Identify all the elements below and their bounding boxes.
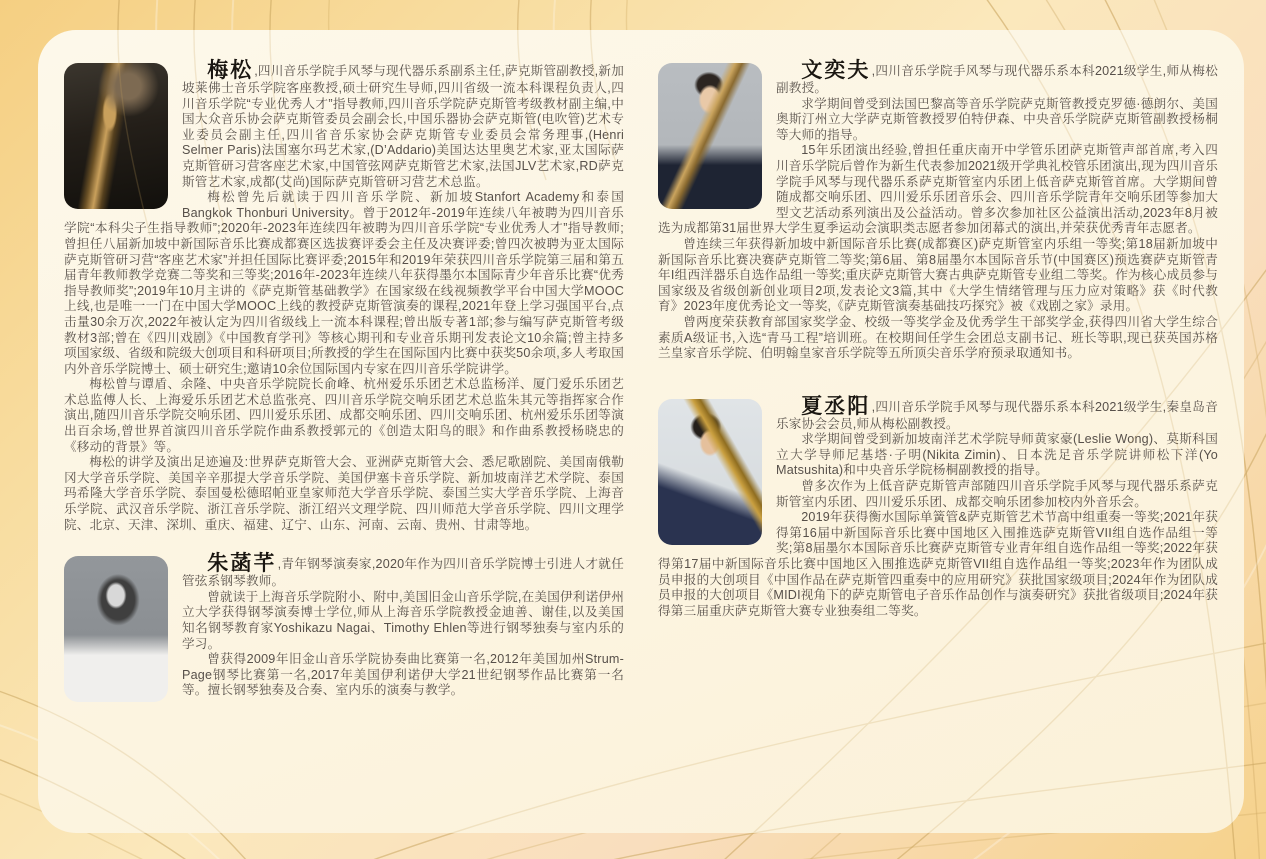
right-column (658, 60, 1218, 817)
bio-paragraph: 曾就读于上海音乐学院附小、附中,美国旧金山音乐学院,在美国伊利诺伊州立大学获得钢琴演奏博士学位,师从上海音乐学院教授金迪善、谢佳,以及美国知名钢琴教育家Yoshikazu Nagai、Timothy Ehlen等进行钢琴独奏与室内乐的学习。 (182, 589, 624, 651)
bio-wen-yifu (658, 60, 1218, 362)
person-intro-text: ,四川音乐学院手风琴与现代器乐系副系主任,萨克斯管副教授,新加坡莱佛士音乐学院客座教授,硕士研究生导师,四川省级一流本科课程负责人,四川音乐学院“专业优秀人才”指导教师,四川音乐学院萨克斯管考级教材副主编,中国大众音乐协会萨克斯管委员会副会长,中国乐器协会萨克斯管(电吹管)艺术专业委员会副主任,四川省音乐家协会萨克斯管专业委员会常务理事,(Henri Selmer Paris)法国塞尔玛艺术家,(D’Addario)美国达达里奥艺术家,亚太国际萨克斯管研习营客座艺术家,中国管弦网萨克斯管艺术家,法国JLV艺术家,RD萨克斯管艺术家,成都(艾尚)国际萨克斯管研习营艺术总监。 (182, 64, 624, 189)
bio-xia-chengyang (658, 396, 1218, 620)
mei-song-photo (64, 63, 168, 209)
wen-yifu-photo (658, 63, 762, 209)
person-intro-text: ,青年钢琴演奏家,2020年作为四川音乐学院博士引进人才就任管弦系钢琴教师。 (182, 557, 625, 589)
xia-chengyang-photo (658, 399, 762, 545)
person-intro-text: ,四川音乐学院手风琴与现代器乐系本科2021级学生,秦皇岛音乐家协会会员,师从梅松副教授。 (776, 399, 1219, 431)
person-name: 朱菡芊 (207, 552, 277, 576)
zhu-hanqian-photo (64, 556, 168, 702)
bio-paragraph: 求学期间曾受到新加坡南洋艺术学院导师黄家豪(Leslie Wong)、莫斯科国立大学导师尼基塔·子明(Nikita Zimin)、日本洗足音乐学院讲师松下洋(Yo Matsushita)和中央音乐学院杨桐副教授的指导。 (776, 432, 1218, 478)
bio-paragraph: 曾多次作为上低音萨克斯管声部随四川音乐学院手风琴与现代器乐系萨克斯管室内乐团、四川爱乐乐团、成都交响乐团参加校内外音乐会。 (776, 479, 1218, 509)
person-name: 文奕夫 (801, 59, 871, 82)
left-column (64, 60, 624, 817)
bio-paragraph: 梅松曾先后就读于四川音乐学院、新加坡Stanfort Academy和泰国Bangkok Thonburi University。曾于2012年-2019年连续八年被聘为四川音乐学院“本科尖子生指导教师”;2020年-2023年连续四年被聘为四川音乐学院“专业优秀人才”指导教师;曾担任八届新加坡中新国际音乐比赛成都赛区选拔赛评委会主任及决赛评委;曾四次被聘为亚太国际萨克斯管研习营“客座艺术家”并担任国际比赛评委;2015年和2019年荣获四川音乐学院第三届和第五届青年教师教学竞赛二等奖和三等奖;2016年-2023年连续八年获得墨尔本国际青少年音乐比赛“优秀指导教师奖”;2019年10月主讲的《萨克斯管基础教学》在国家级在线视频教学平台中国大学MOOC上线,也是唯一一门在中国大学MOOC上线的教授萨克斯管演奏的课程,2021年登上学习强国平台,点击量30余万次,2022年被认定为四川省级线上一流本科课程;曾出版专著1部;参与编写萨克斯管考级教材3部;曾在《四川戏剧》《中国教育学刊》等核心期刊和专业音乐期刊发表论文10余篇;曾主持多项国家级、省级和院级大创项目和科研项目;所教授的学生在国际国内比赛中获奖50余项,多人考取国内外音乐学院博士、硕士研究生;邀请10余位国际国内专家在四川音乐学院讲学。 (64, 190, 624, 376)
bio-paragraph: 求学期间曾受到法国巴黎高等音乐学院萨克斯管教授克罗德·德朗尔、美国奥斯汀州立大学萨克斯管教授罗伯特伊森、中央音乐学院萨克斯管副教授杨桐等大师的指导。 (776, 96, 1218, 142)
bio-paragraph: 15年乐团演出经验,曾担任重庆南开中学管乐团萨克斯管声部首席,考入四川音乐学院后曾作为新生代表参加2021级开学典礼校管乐团演出,现为四川音乐学院手风琴与现代器乐系萨克斯管室内乐团上低音萨克斯管首席。大学期间曾随成都交响乐团、四川爱乐乐团音乐会、四川音乐学院青年交响乐团等参加大型文艺活动系列演出及公益活动。曾多次参加社区公益演出活动,2023年8月被选为成都第31届世界大学生夏季运动会演职类志愿者参加闭幕式的演出,并荣获优秀青年志愿者。 (658, 143, 1218, 236)
bio-paragraph: 曾连续三年获得新加坡中新国际音乐比赛(成都赛区)萨克斯管室内乐组一等奖;第18届新加坡中新国际音乐比赛决赛萨克斯管二等奖;第6届、第8届墨尔本国际音乐节(中国赛区)预选赛萨克斯管青年I组西洋器乐自选作品组一等奖;重庆萨克斯管大赛古典萨克斯管专业组二等奖。作为核心成员参与国家级及省级创新创业项目2项,发表论文3篇,其中《大学生情绪管理与压力应对策略》获《时代教育》2023年度优秀论文一等奖,《萨克斯管演奏基础技巧探究》被《戏剧之家》录用。 (658, 236, 1218, 314)
content-panel (38, 30, 1244, 833)
bio-zhu-hanqian (64, 553, 624, 706)
bio-paragraph: 梅松曾与谭盾、余隆、中央音乐学院院长俞峰、杭州爱乐乐团艺术总监杨洋、厦门爱乐乐团艺术总监傅人长、上海爱乐乐团艺术总监张亮、四川音乐学院交响乐团艺术总监朱其元等指挥家合作演出,随四川音乐学院交响乐团、四川爱乐乐团、成都交响乐团、四川交响乐团、杭州爱乐乐团等演出百余场,曾世界首演四川音乐学院作曲系教授郭元的《创造太阳鸟的眼》和作曲系教授杨晓忠的《移动的背景》等。 (64, 377, 624, 454)
bio-paragraph: 2019年获得衡水国际单簧管&萨克斯管艺术节高中组重奏一等奖;2021年获得第16届中新国际音乐比赛中国地区入围推选萨克斯管VII组自选作品组一等奖;第8届墨尔本国际音乐比赛萨克斯管专业青年组自选作品组一等奖;2022年获得第17届中新国际音乐比赛中国地区入围推选萨克斯管VII组自选作品组一等奖;2023年作为团队成员申报的大创项目《中国作品在萨克斯管四重奏中的应用研究》获批国家级项目;2024年作为团队成员申报的大创项目《MIDI视角下的萨克斯管电子音乐作品创作与演奏研究》获批省级项目;2024年获得第三届重庆萨克斯管大赛专业独奏组二等奖。 (658, 510, 1218, 618)
bio-paragraph: 曾获得2009年旧金山音乐学院协奏曲比赛第一名,2012年美国加州Strum-Page钢琴比赛第一名,2017年美国伊利诺伊大学21世纪钢琴作品比赛第一名等。擅长钢琴独奏及合奏、室内乐的演奏与教学。 (182, 652, 624, 698)
person-name: 夏丞阳 (801, 394, 871, 418)
person-name: 梅松 (207, 59, 254, 82)
bio-paragraph: 曾两度荣获教育部国家奖学金、校级一等奖学金及优秀学生干部奖学金,获得四川省大学生综合素质A级证书,入选“青马工程”培训班。在校期间任学生会团总支副书记、班长等职,现已获英国苏格兰皇家音乐学院、伯明翰皇家音乐学院等五所顶尖音乐学府预录取通知书。 (658, 314, 1218, 361)
person-intro-text: ,四川音乐学院手风琴与现代器乐系本科2021级学生,师从梅松副教授。 (776, 64, 1219, 95)
bio-paragraph: 梅松的讲学及演出足迹遍及:世界萨克斯管大会、亚洲萨克斯管大会、悉尼歌剧院、美国南俄勒冈大学音乐学院、美国辛辛那提大学音乐学院、美国伊塞卡音乐学院、新加坡南洋艺术学院、泰国玛希隆大学音乐学院、泰国曼松德昭帕亚皇家师范大学音乐学院、泰国兰实大学音乐学院、上海音乐学院、武汉音乐学院、浙江音乐学院、浙江绍兴文理学院、四川师范大学音乐学院、四川文理学院、北京、天津、深圳、重庆、福建、辽宁、山东、河南、云南、贵州、甘肃等地。 (64, 455, 624, 532)
bio-mei-song (64, 60, 624, 533)
bio-paragraphs (64, 190, 624, 533)
